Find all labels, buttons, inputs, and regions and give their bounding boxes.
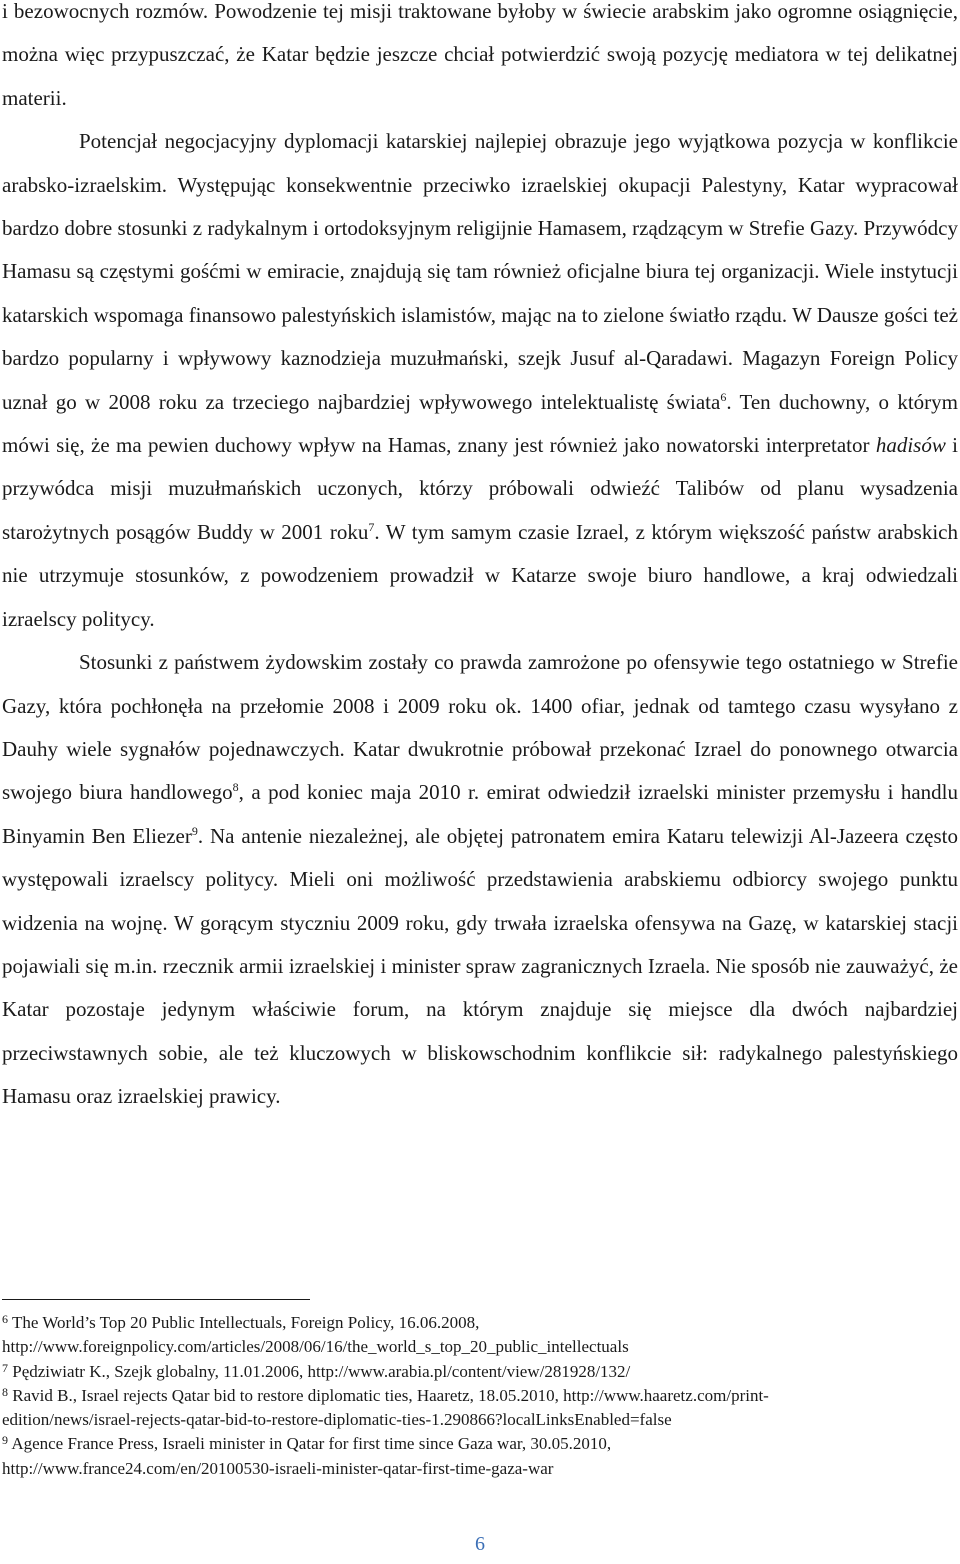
text-run: Stosunki z państwem żydowskim zostały co prawda zamrożone po ofensywie tego ostatniego w Strefie Gazy, która pochłonęła na przełomie 2008 i 2009 roku ok. 1400 ofiar, jednak od tamtego czasu wysyłano z Dauhy wiele sygnałów pojednawczych. Katar dwukrotnie próbował przekonać Izrael do ponownego otwarcia swojego biura handlowego <box>2 650 958 805</box>
footnotes <box>2 1311 958 1481</box>
footnote-reference[interactable]: 7 <box>368 519 375 534</box>
footnote-number: 6 <box>2 1312 8 1326</box>
footnote-text: Agence France Press, Israeli minister in Qatar for first time since Gaza war, 30.05.2010, <box>11 1434 612 1454</box>
footnote-7 <box>2 1360 958 1384</box>
footnote-6 <box>2 1311 958 1360</box>
footnote-text: Ravid B., Israel rejects Qatar bid to restore diplomatic ties, Haaretz, 18.05.2010, http://www.haaretz.com/print- <box>12 1385 769 1405</box>
text-run: i bezowocnych rozmów. Powodzenie tej misji traktowane byłoby w świecie arabskim jako ogromne osiągnięcie, można więc przypuszczać, że Katar będzie jeszcze chciał potwierdzić swoją pozycję mediatora w tej delikatnej materii. <box>2 0 958 110</box>
footnote-reference[interactable]: 9 <box>191 823 198 838</box>
text-run: . W tym samym czasie Izrael, z którym większość państw arabskich nie utrzymuje stosunków, z powodzeniem prowadził w Katarze swoje biuro handlowe, a kraj odwiedzali izraelscy politycy. <box>2 519 958 631</box>
text-run: Potencjał negocjacyjny dyplomacji katarskiej najlepiej obrazuje jego wyjątkowa pozycja w konflikcie arabsko-izraelskim. Występując konsekwentnie przeciwko izraelskiej okupacji Palestyny, Katar wypracował bardzo dobre stosunki z radykalnym i ortodoksyjnym religijnie Hamasem, rządzącym w Strefie Gazy. Przywódcy Hamasu są częstymi gośćmi w emiracie, znajdują się tam również oficjalne biura tej organizacji. Wiele instytucji katarskich wspomaga finansowo palestyńskich islamistów, mając na to zielone światło rządu. W Dausze gości też bardzo popularny i wpływowy kaznodzieja muzułmański, szejk Jusuf al-Qaradawi. Magazyn Foreign Policy uznał go w 2008 roku za trzeciego najbardziej wpływowego intelektualistę świata <box>2 129 958 414</box>
footnote-number: 9 <box>2 1433 8 1448</box>
footnote-9 <box>2 1432 958 1481</box>
footnote-separator <box>2 1299 310 1300</box>
footnote-reference[interactable]: 6 <box>720 389 727 404</box>
footnote-text: Pędziwiatr K., Szejk globalny, 11.01.2006, http://www.arabia.pl/content/view/281928/132/ <box>12 1361 631 1381</box>
footnote-link[interactable]: edition/news/israel-rejects-qatar-bid-to-restore-diplomatic-ties-1.290866?localLinksEnabled=false <box>2 1410 672 1430</box>
footnote-reference[interactable]: 8 <box>232 780 239 795</box>
paragraph-1 <box>2 0 958 120</box>
footnote-text: The World’s Top 20 Public Intellectuals, Foreign Policy, 16.06.2008, <box>11 1313 480 1332</box>
body-text <box>2 0 958 1119</box>
footnote-number: 8 <box>2 1384 8 1399</box>
italic-term: hadisów <box>875 433 946 458</box>
footnote-number: 7 <box>2 1360 8 1375</box>
text-run: i przywódca misji muzułmańskich uczonych, którzy próbowali odwieźć Talibów od planu wysadzenia starożytnych posągów Buddy w 2001 roku <box>2 433 958 544</box>
paragraph-2 <box>2 120 958 641</box>
text-run: , a pod koniec maja 2010 r. emirat odwiedził izraelski minister przemysłu i handlu Binyamin Ben Eliezer <box>2 780 958 848</box>
text-run: . Ten duchowny, o którym mówi się, że ma pewien duchowy wpływ na Hamas, znany jest również jako nowatorski interpretator <box>2 389 958 458</box>
footnote-link[interactable]: http://www.foreignpolicy.com/articles/2008/06/16/the_world_s_top_20_public_intellectuals <box>2 1337 629 1357</box>
paragraph-3 <box>2 641 958 1118</box>
footnote-8 <box>2 1384 958 1433</box>
page-number: 6 <box>475 1533 485 1555</box>
text-run: . Na antenie niezależnej, ale objętej patronatem emira Kataru telewizji Al-Jazeera często występowali izraelscy politycy. Mieli oni możliwość przedstawienia arabskiemu odbiorcy swojego punktu widzenia na wojnę. W gorącym styczniu 2009 roku, gdy trwała izraelska ofensywa na Gazę, w katarskiej stacji pojawiali się m.in. rzecznik armii izraelskiej i minister spraw zagranicznych Izraela. Nie sposób nie zauważyć, że Katar pozostaje jedynym właściwie forum, na którym znajduje się miejsce dla dwóch najbardziej przeciwstawnych sobie, ale też kluczowych w bliskowschodnim konflikcie sił: radykalnego palestyńskiego Hamasu oraz izraelskiej prawicy. <box>2 823 958 1109</box>
footnote-link[interactable]: http://www.france24.com/en/20100530-israeli-minister-qatar-first-time-gaza-war <box>2 1458 554 1478</box>
